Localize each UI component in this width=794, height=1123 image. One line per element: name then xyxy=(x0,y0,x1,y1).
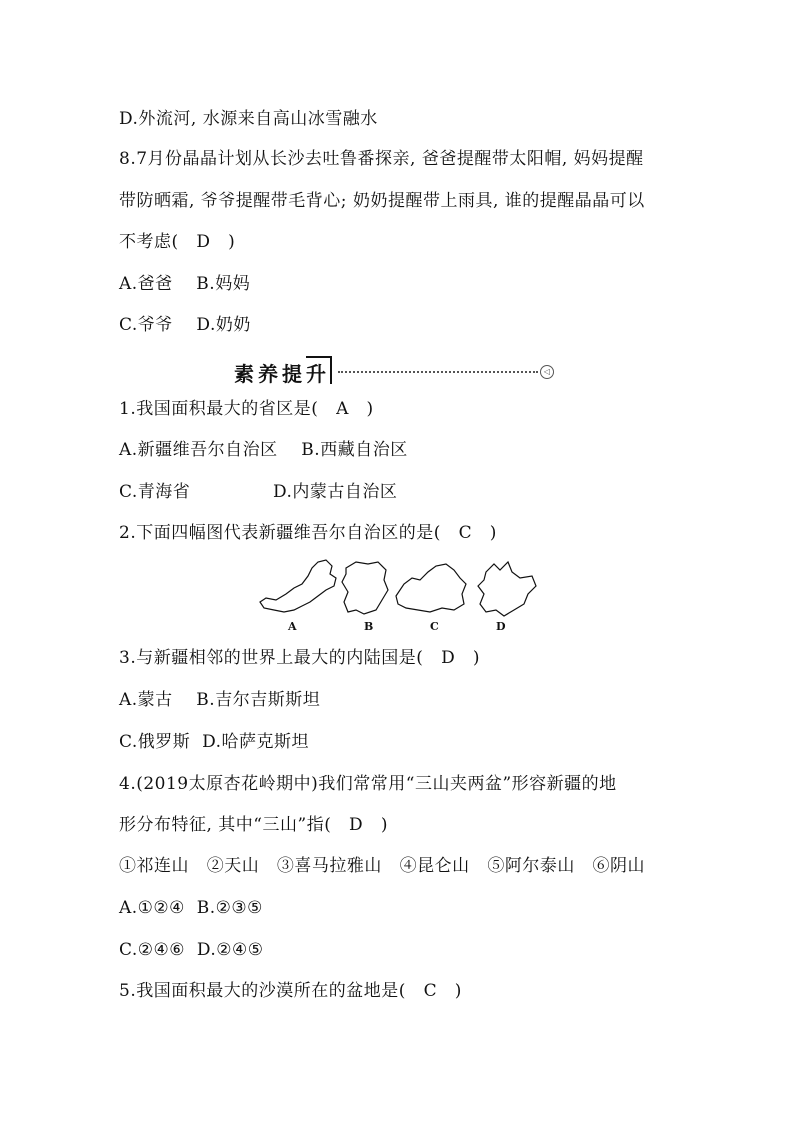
question-4-stem-line1: 4.(2019太原杏花岭期中)我们常常用“三山夹两盆”形容新疆的地 xyxy=(119,774,617,794)
section-header xyxy=(234,356,564,386)
map-label-b: B xyxy=(364,620,374,633)
question-8-options-cd: C.爷爷 D.奶奶 xyxy=(119,315,251,335)
question-2-stem: 2.下面四幅图代表新疆维吾尔自治区的是( C ) xyxy=(119,523,497,543)
question-3-options-cd: C.俄罗斯 D.哈萨克斯坦 xyxy=(119,732,310,752)
province-maps-figure xyxy=(256,558,540,638)
question-3-options-ab: A.蒙古 B.吉尔吉斯斯坦 xyxy=(119,690,321,710)
question-1-options-ab: A.新疆维吾尔自治区 B.西藏自治区 xyxy=(119,440,408,460)
section-end-icon: ◁ xyxy=(540,365,554,379)
question-8-stem-line1: 8.7月份晶晶计划从长沙去吐鲁番探亲, 爸爸提醒带太阳帽, 妈妈提醒 xyxy=(119,149,644,169)
question-1-options-cd: C.青海省 D.内蒙古自治区 xyxy=(119,482,398,502)
map-shape-b xyxy=(342,562,388,614)
province-maps-svg xyxy=(256,558,540,620)
section-title: 素养提升 xyxy=(234,362,330,386)
map-label-a: A xyxy=(288,620,297,633)
dotted-rule xyxy=(338,371,538,373)
question-3-stem: 3.与新疆相邻的世界上最大的内陆国是( D ) xyxy=(119,648,481,668)
map-shape-a xyxy=(260,560,336,612)
question-4-mountain-list: ①祁连山 ②天山 ③喜马拉雅山 ④昆仑山 ⑤阿尔泰山 ⑥阴山 xyxy=(119,856,646,876)
question-8-stem-line2: 带防晒霜, 爷爷提醒带毛背心; 奶奶提醒带上雨具, 谁的提醒晶晶可以 xyxy=(119,191,645,211)
map-label-d: D xyxy=(496,620,506,633)
question-4-options-cd: C.②④⑥ D.②④⑤ xyxy=(119,940,264,960)
question-7-option-d: D.外流河, 水源来自高山冰雪融水 xyxy=(119,109,378,129)
question-5-stem: 5.我国面积最大的沙漠所在的盆地是( C ) xyxy=(119,981,462,1001)
map-shape-d xyxy=(478,562,536,616)
question-4-stem-line2: 形分布特征, 其中“三山”指( D ) xyxy=(119,815,389,835)
question-1-stem: 1.我国面积最大的省区是( A ) xyxy=(119,399,374,419)
map-label-c: C xyxy=(430,620,439,633)
question-8-stem-line3: 不考虑( D ) xyxy=(119,232,236,252)
question-8-options-ab: A.爸爸 B.妈妈 xyxy=(119,274,251,294)
question-4-options-ab: A.①②④ B.②③⑤ xyxy=(119,898,263,918)
map-shape-c xyxy=(396,564,466,612)
